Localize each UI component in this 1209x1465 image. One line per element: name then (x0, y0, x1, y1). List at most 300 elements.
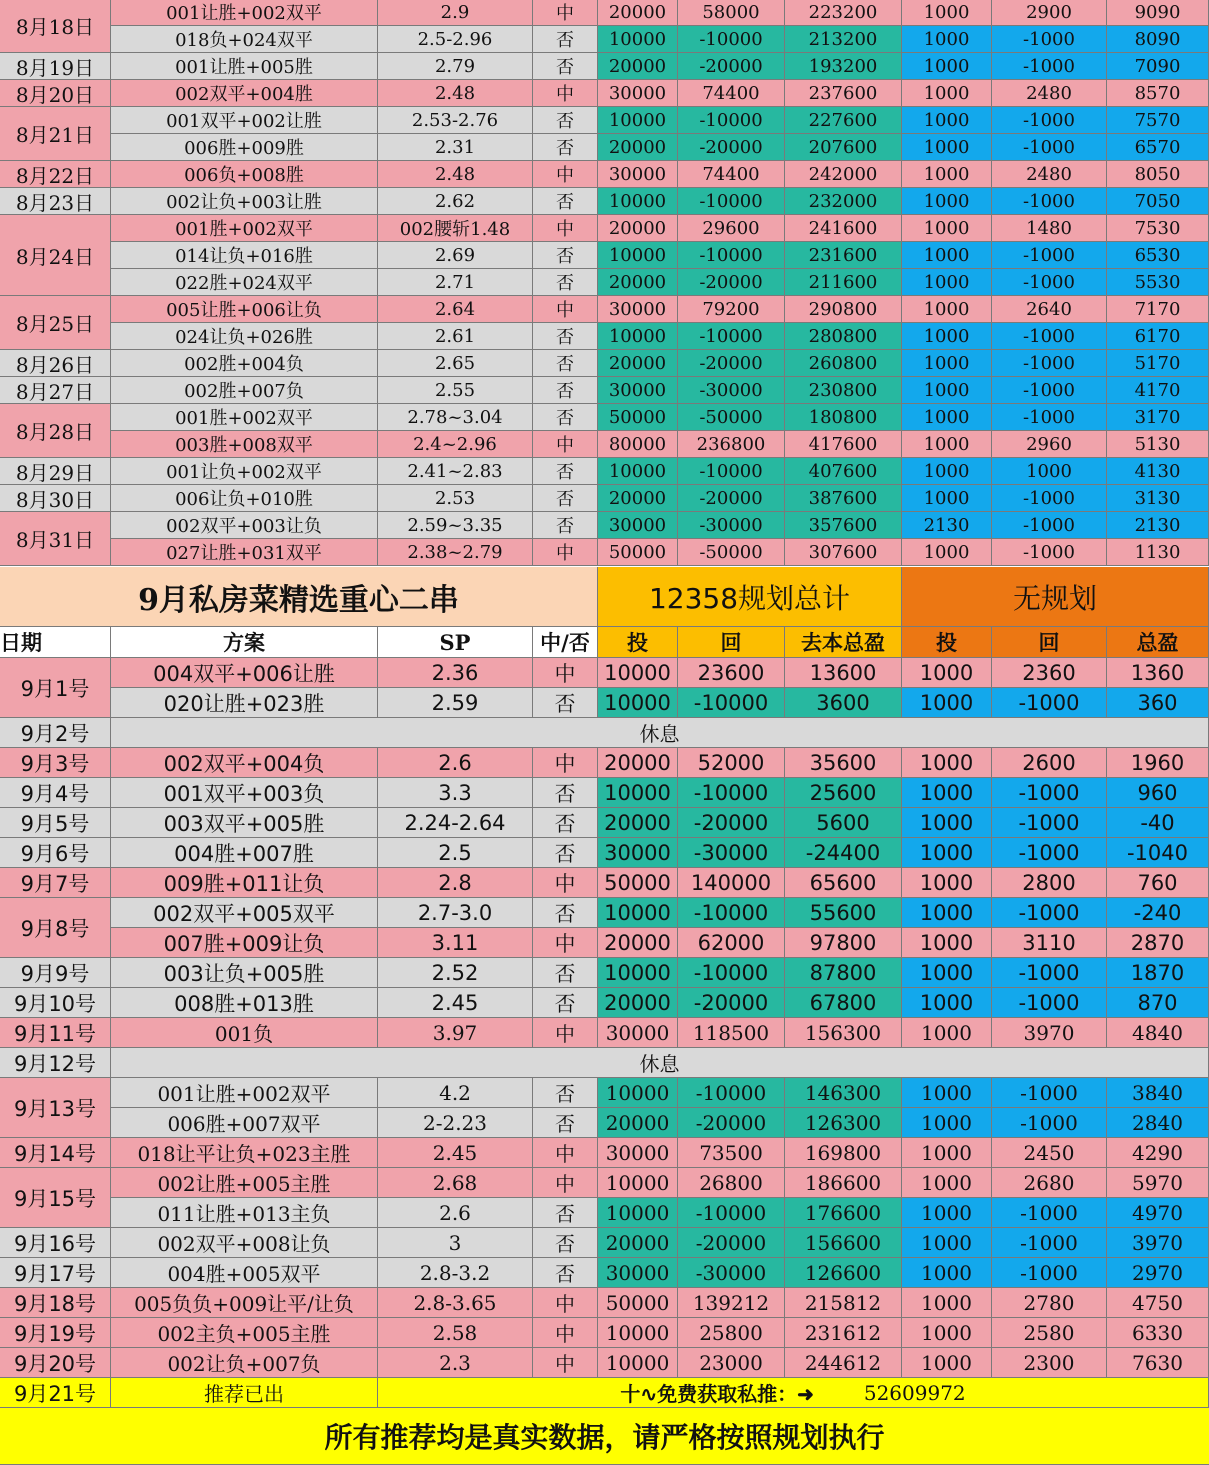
return-b-cell: -1000 (992, 404, 1107, 431)
return-b-cell: 2480 (992, 161, 1107, 188)
return-b-cell: 2640 (992, 296, 1107, 323)
sp-cell: 2.55 (378, 377, 533, 404)
header-plan: 方案 (111, 627, 378, 658)
header-total-profit-b: 总盈 (1107, 627, 1209, 658)
date-cell: 8月30日 (0, 485, 111, 512)
total-profit-b-cell: 7570 (1107, 107, 1209, 134)
hit-cell: 否 (533, 898, 598, 928)
invest-a-cell: 30000 (598, 1258, 678, 1288)
return-a-cell: 62000 (678, 928, 785, 958)
sp-cell: 2.52 (378, 958, 533, 988)
net-profit-a-cell: 97800 (785, 928, 902, 958)
return-b-cell: -1000 (992, 53, 1107, 80)
hit-cell: 否 (533, 778, 598, 808)
total-profit-b-cell: 4170 (1107, 377, 1209, 404)
return-b-cell: 2360 (992, 658, 1107, 688)
sp-cell: 2.45 (378, 988, 533, 1018)
invest-a-cell: 20000 (598, 485, 678, 512)
date-cell: 8月27日 (0, 377, 111, 404)
invest-a-cell: 30000 (598, 838, 678, 868)
total-profit-b-cell: 8570 (1107, 80, 1209, 107)
total-profit-b-cell: 8050 (1107, 161, 1209, 188)
sp-cell: 2.58 (378, 1318, 533, 1348)
rest-cell: 休息 (111, 718, 1209, 748)
sp-cell: 2.6 (378, 748, 533, 778)
date-cell: 9月11号 (0, 1018, 111, 1048)
total-profit-b-cell: 9090 (1107, 0, 1209, 26)
total-profit-b-cell: 6570 (1107, 134, 1209, 161)
net-profit-a-cell: 207600 (785, 134, 902, 161)
invest-a-cell: 30000 (598, 296, 678, 323)
total-profit-b-cell: 3840 (1107, 1078, 1209, 1108)
plan-cell: 008胜+013胜 (111, 988, 378, 1018)
return-a-cell: 25800 (678, 1318, 785, 1348)
date-cell: 9月9号 (0, 958, 111, 988)
sp-cell: 2.48 (378, 161, 533, 188)
return-b-cell: -1000 (992, 958, 1107, 988)
return-b-cell: -1000 (992, 107, 1107, 134)
total-profit-b-cell: 7170 (1107, 296, 1209, 323)
total-profit-b-cell: 3130 (1107, 485, 1209, 512)
return-a-cell: -10000 (678, 688, 785, 718)
hit-cell: 否 (533, 958, 598, 988)
invest-b-cell: 1000 (902, 485, 992, 512)
plan-cell: 002让负+003让胜 (111, 188, 378, 215)
date-cell: 8月22日 (0, 161, 111, 188)
total-profit-b-cell: -1040 (1107, 838, 1209, 868)
net-profit-a-cell: 231600 (785, 242, 902, 269)
return-b-cell: -1000 (992, 26, 1107, 53)
return-b-cell: 2450 (992, 1138, 1107, 1168)
date-cell: 9月20号 (0, 1348, 111, 1378)
invest-b-cell: 1000 (902, 161, 992, 188)
net-profit-a-cell: 146300 (785, 1078, 902, 1108)
invest-b-cell: 1000 (902, 134, 992, 161)
section-title: 9月私房菜精选重心二串 (0, 567, 598, 627)
invest-b-cell: 1000 (902, 1318, 992, 1348)
plan-cell: 004胜+005双平 (111, 1258, 378, 1288)
sp-cell: 3.11 (378, 928, 533, 958)
return-a-cell: -10000 (678, 107, 785, 134)
invest-b-cell: 1000 (902, 80, 992, 107)
hit-cell: 否 (533, 485, 598, 512)
invest-a-cell: 50000 (598, 404, 678, 431)
net-profit-a-cell: 307600 (785, 539, 902, 566)
invest-b-cell: 1000 (902, 323, 992, 350)
sp-cell: 2-2.23 (378, 1108, 533, 1138)
hit-cell: 否 (533, 107, 598, 134)
plan-cell: 002双平+004胜 (111, 80, 378, 107)
return-b-cell: 2580 (992, 1318, 1107, 1348)
plan-cell: 003双平+005胜 (111, 808, 378, 838)
sp-cell: 2.4~2.96 (378, 431, 533, 458)
hit-cell: 中 (533, 0, 598, 26)
invest-a-cell: 20000 (598, 215, 678, 242)
invest-b-cell: 1000 (902, 1228, 992, 1258)
total-profit-b-cell: 2840 (1107, 1108, 1209, 1138)
net-profit-a-cell: 387600 (785, 485, 902, 512)
sp-cell: 2.59 (378, 688, 533, 718)
total-profit-b-cell: 3170 (1107, 404, 1209, 431)
invest-a-cell: 10000 (598, 1318, 678, 1348)
invest-a-cell: 20000 (598, 808, 678, 838)
return-b-cell: -1000 (992, 485, 1107, 512)
invest-a-cell: 10000 (598, 242, 678, 269)
invest-b-cell: 1000 (902, 808, 992, 838)
invest-a-cell: 20000 (598, 1228, 678, 1258)
hit-cell: 否 (533, 1228, 598, 1258)
sp-cell: 2.9 (378, 0, 533, 26)
return-b-cell: -1000 (992, 269, 1107, 296)
plan-cell: 007胜+009让负 (111, 928, 378, 958)
date-cell: 9月7号 (0, 868, 111, 898)
sp-cell: 2.62 (378, 188, 533, 215)
invest-b-cell: 1000 (902, 1138, 992, 1168)
invest-b-cell: 1000 (902, 688, 992, 718)
total-profit-b-cell: 7090 (1107, 53, 1209, 80)
date-cell: 8月20日 (0, 80, 111, 107)
return-b-cell: 2900 (992, 0, 1107, 26)
plan-cell: 002双平+003让负 (111, 512, 378, 539)
plan-cell: 001让胜+002双平 (111, 1078, 378, 1108)
return-b-cell: 2300 (992, 1348, 1107, 1378)
contact-number: 52609972 (863, 1380, 966, 1405)
return-b-cell: -1000 (992, 898, 1107, 928)
plan-cell: 002胜+007负 (111, 377, 378, 404)
invest-a-cell: 10000 (598, 188, 678, 215)
date-cell: 9月2号 (0, 718, 111, 748)
return-a-cell: 118500 (678, 1018, 785, 1048)
plan-cell: 002让胜+005主胜 (111, 1168, 378, 1198)
return-b-cell: 3970 (992, 1018, 1107, 1048)
invest-b-cell: 1000 (902, 658, 992, 688)
invest-a-cell: 10000 (598, 778, 678, 808)
invest-b-cell: 1000 (902, 958, 992, 988)
return-b-cell: 2480 (992, 80, 1107, 107)
invest-a-cell: 20000 (598, 269, 678, 296)
invest-b-cell: 1000 (902, 1288, 992, 1318)
plan-cell: 001双平+002让胜 (111, 107, 378, 134)
return-a-cell: -50000 (678, 539, 785, 566)
sp-cell: 2.7-3.0 (378, 898, 533, 928)
date-cell: 9月19号 (0, 1318, 111, 1348)
sp-cell: 2.71 (378, 269, 533, 296)
return-a-cell: -10000 (678, 26, 785, 53)
hit-cell: 否 (533, 26, 598, 53)
return-b-cell: -1000 (992, 242, 1107, 269)
invest-b-cell: 1000 (902, 1348, 992, 1378)
hit-cell: 中 (533, 296, 598, 323)
net-profit-a-cell: 126300 (785, 1108, 902, 1138)
invest-a-cell: 30000 (598, 161, 678, 188)
sp-cell: 4.2 (378, 1078, 533, 1108)
invest-b-cell: 1000 (902, 1198, 992, 1228)
hit-cell: 否 (533, 188, 598, 215)
invest-a-cell: 10000 (598, 688, 678, 718)
return-b-cell: -1000 (992, 1198, 1107, 1228)
date-cell: 9月5号 (0, 808, 111, 838)
plan-cell: 020让胜+023胜 (111, 688, 378, 718)
return-a-cell: -30000 (678, 377, 785, 404)
net-profit-a-cell: 176600 (785, 1198, 902, 1228)
hit-cell: 中 (533, 539, 598, 566)
invest-a-cell: 80000 (598, 431, 678, 458)
plan-cell: 003让负+005胜 (111, 958, 378, 988)
header-net-profit-a: 去本总盈 (785, 627, 902, 658)
net-profit-a-cell: 241600 (785, 215, 902, 242)
plan-cell: 002双平+005双平 (111, 898, 378, 928)
hit-cell: 否 (533, 688, 598, 718)
net-profit-a-cell: 357600 (785, 512, 902, 539)
net-profit-a-cell: 156600 (785, 1228, 902, 1258)
return-a-cell: 58000 (678, 0, 785, 26)
net-profit-a-cell: 3600 (785, 688, 902, 718)
date-cell: 8月21日 (0, 107, 111, 161)
return-b-cell: 2960 (992, 431, 1107, 458)
invest-a-cell: 20000 (598, 988, 678, 1018)
total-profit-b-cell: 5970 (1107, 1168, 1209, 1198)
date-cell: 9月6号 (0, 838, 111, 868)
sp-cell: 3 (378, 1228, 533, 1258)
plan-cell: 027让胜+031双平 (111, 539, 378, 566)
invest-b-cell: 1000 (902, 377, 992, 404)
total-profit-b-cell: 6330 (1107, 1318, 1209, 1348)
net-profit-a-cell: 244612 (785, 1348, 902, 1378)
invest-a-cell: 10000 (598, 458, 678, 485)
return-a-cell: -20000 (678, 988, 785, 1018)
plan-cell: 006胜+007双平 (111, 1108, 378, 1138)
total-profit-b-cell: 7530 (1107, 215, 1209, 242)
return-a-cell: -30000 (678, 512, 785, 539)
return-a-cell: 73500 (678, 1138, 785, 1168)
return-b-cell: -1000 (992, 350, 1107, 377)
return-b-cell: -1000 (992, 688, 1107, 718)
invest-a-cell: 10000 (598, 1198, 678, 1228)
return-a-cell: 29600 (678, 215, 785, 242)
return-a-cell: -10000 (678, 778, 785, 808)
total-profit-b-cell: 5530 (1107, 269, 1209, 296)
return-b-cell: -1000 (992, 188, 1107, 215)
invest-b-cell: 1000 (902, 350, 992, 377)
return-a-cell: 79200 (678, 296, 785, 323)
sp-cell: 2.53 (378, 485, 533, 512)
net-profit-a-cell: 65600 (785, 868, 902, 898)
net-profit-a-cell: 156300 (785, 1018, 902, 1048)
hit-cell: 中 (533, 1288, 598, 1318)
rest-cell: 休息 (111, 1048, 1209, 1078)
date-cell: 8月26日 (0, 350, 111, 377)
header-invest-a: 投 (598, 627, 678, 658)
return-a-cell: 139212 (678, 1288, 785, 1318)
sp-cell: 2.5 (378, 838, 533, 868)
invest-b-cell: 1000 (902, 0, 992, 26)
date-cell: 9月12号 (0, 1048, 111, 1078)
date-cell: 8月18日 (0, 0, 111, 53)
net-profit-a-cell: 211600 (785, 269, 902, 296)
plan-cell: 002让负+007负 (111, 1348, 378, 1378)
hit-cell: 中 (533, 80, 598, 107)
return-a-cell: -10000 (678, 1198, 785, 1228)
date-cell: 8月19日 (0, 53, 111, 80)
invest-b-cell: 1000 (902, 928, 992, 958)
hit-cell: 中 (533, 431, 598, 458)
invest-a-cell: 20000 (598, 0, 678, 26)
return-a-cell: -20000 (678, 1108, 785, 1138)
net-profit-a-cell: 193200 (785, 53, 902, 80)
plan-cell: 024让负+026胜 (111, 323, 378, 350)
invest-b-cell: 1000 (902, 1108, 992, 1138)
invest-a-cell: 10000 (598, 1348, 678, 1378)
net-profit-a-cell: 290800 (785, 296, 902, 323)
hit-cell: 否 (533, 134, 598, 161)
invest-a-cell: 10000 (598, 26, 678, 53)
total-profit-b-cell: 4130 (1107, 458, 1209, 485)
net-profit-a-cell: 87800 (785, 958, 902, 988)
sp-cell: 2.45 (378, 1138, 533, 1168)
plan-cell: 018负+024双平 (111, 26, 378, 53)
return-b-cell: 2680 (992, 1168, 1107, 1198)
return-a-cell: 26800 (678, 1168, 785, 1198)
invest-b-cell: 1000 (902, 748, 992, 778)
promo-cell (378, 1378, 1209, 1408)
hit-cell: 中 (533, 748, 598, 778)
net-profit-a-cell: 417600 (785, 431, 902, 458)
invest-b-cell: 1000 (902, 188, 992, 215)
invest-a-cell: 50000 (598, 868, 678, 898)
total-profit-b-cell: 2870 (1107, 928, 1209, 958)
total-profit-b-cell: 5130 (1107, 431, 1209, 458)
net-profit-a-cell: 231612 (785, 1318, 902, 1348)
date-cell: 9月16号 (0, 1228, 111, 1258)
total-profit-b-cell: 1360 (1107, 658, 1209, 688)
return-a-cell: -20000 (678, 350, 785, 377)
header-return-a: 回 (678, 627, 785, 658)
total-profit-b-cell: 1870 (1107, 958, 1209, 988)
net-profit-a-cell: 180800 (785, 404, 902, 431)
invest-a-cell: 30000 (598, 80, 678, 107)
total-profit-b-cell: -240 (1107, 898, 1209, 928)
plan-cell: 003胜+008双平 (111, 431, 378, 458)
invest-b-cell: 1000 (902, 1078, 992, 1108)
invest-a-cell: 20000 (598, 1108, 678, 1138)
date-cell: 9月8号 (0, 898, 111, 958)
recommendation-status: 推荐已出 (111, 1378, 378, 1408)
header-date: 日期 (0, 627, 111, 658)
invest-a-cell: 30000 (598, 1018, 678, 1048)
date-cell: 8月25日 (0, 296, 111, 350)
invest-a-cell: 10000 (598, 958, 678, 988)
date-cell: 9月15号 (0, 1168, 111, 1228)
plan-cell: 005让胜+006让负 (111, 296, 378, 323)
return-b-cell: -1000 (992, 838, 1107, 868)
sp-cell: 2.3 (378, 1348, 533, 1378)
return-b-cell: -1000 (992, 377, 1107, 404)
invest-b-cell: 1000 (902, 868, 992, 898)
hit-cell: 否 (533, 838, 598, 868)
total-profit-b-cell: 3970 (1107, 1228, 1209, 1258)
net-profit-a-cell: 237600 (785, 80, 902, 107)
invest-b-cell: 1000 (902, 53, 992, 80)
header-sp: SP (378, 627, 533, 658)
sp-cell: 2.8 (378, 868, 533, 898)
return-a-cell: -10000 (678, 958, 785, 988)
return-b-cell: -1000 (992, 988, 1107, 1018)
return-a-cell: -20000 (678, 485, 785, 512)
sp-cell: 002腰斩1.48 (378, 215, 533, 242)
total-profit-b-cell: 7630 (1107, 1348, 1209, 1378)
invest-b-cell: 1000 (902, 1258, 992, 1288)
plan-cell: 014让负+016胜 (111, 242, 378, 269)
sp-cell: 2.24-2.64 (378, 808, 533, 838)
return-b-cell: -1000 (992, 808, 1107, 838)
hit-cell: 中 (533, 1348, 598, 1378)
hit-cell: 否 (533, 458, 598, 485)
hit-cell: 中 (533, 658, 598, 688)
sp-cell: 3.3 (378, 778, 533, 808)
net-profit-a-cell: 35600 (785, 748, 902, 778)
date-cell: 8月23日 (0, 188, 111, 215)
return-a-cell: -10000 (678, 898, 785, 928)
return-a-cell: -20000 (678, 808, 785, 838)
sp-cell: 2.41~2.83 (378, 458, 533, 485)
promo-text: 十∿免费获取私推：➜ (620, 1382, 814, 1406)
sp-cell: 2.53-2.76 (378, 107, 533, 134)
return-a-cell: -30000 (678, 1258, 785, 1288)
total-profit-b-cell: 6170 (1107, 323, 1209, 350)
sp-cell: 3.97 (378, 1018, 533, 1048)
total-profit-b-cell: 6530 (1107, 242, 1209, 269)
total-profit-b-cell: 4290 (1107, 1138, 1209, 1168)
net-profit-a-cell: 169800 (785, 1138, 902, 1168)
hit-cell: 否 (533, 808, 598, 838)
hit-cell: 否 (533, 1108, 598, 1138)
date-cell: 9月13号 (0, 1078, 111, 1138)
hit-cell: 中 (533, 1018, 598, 1048)
hit-cell: 中 (533, 161, 598, 188)
hit-cell: 否 (533, 323, 598, 350)
total-profit-b-cell: 5170 (1107, 350, 1209, 377)
invest-b-cell: 1000 (902, 404, 992, 431)
return-b-cell: -1000 (992, 134, 1107, 161)
plan-cell: 001让负+002双平 (111, 458, 378, 485)
invest-a-cell: 10000 (598, 1078, 678, 1108)
plan-cell: 011让胜+013主负 (111, 1198, 378, 1228)
plan-cell: 001双平+003负 (111, 778, 378, 808)
plan-total-title: 12358规划总计 (598, 567, 902, 627)
net-profit-a-cell: 215812 (785, 1288, 902, 1318)
return-b-cell: 1000 (992, 458, 1107, 485)
date-cell: 8月29日 (0, 458, 111, 485)
return-a-cell: -10000 (678, 458, 785, 485)
invest-a-cell: 30000 (598, 512, 678, 539)
total-profit-b-cell: 1960 (1107, 748, 1209, 778)
date-cell: 9月18号 (0, 1288, 111, 1318)
net-profit-a-cell: 230800 (785, 377, 902, 404)
invest-a-cell: 20000 (598, 53, 678, 80)
return-b-cell: -1000 (992, 323, 1107, 350)
return-b-cell: 1480 (992, 215, 1107, 242)
return-a-cell: 23600 (678, 658, 785, 688)
net-profit-a-cell: 227600 (785, 107, 902, 134)
total-profit-b-cell: 8090 (1107, 26, 1209, 53)
date-cell: 9月4号 (0, 778, 111, 808)
plan-cell: 006让负+010胜 (111, 485, 378, 512)
sp-cell: 2.5-2.96 (378, 26, 533, 53)
invest-b-cell: 2130 (902, 512, 992, 539)
hit-cell: 否 (533, 1078, 598, 1108)
total-profit-b-cell: 4840 (1107, 1018, 1209, 1048)
total-profit-b-cell: 4970 (1107, 1198, 1209, 1228)
